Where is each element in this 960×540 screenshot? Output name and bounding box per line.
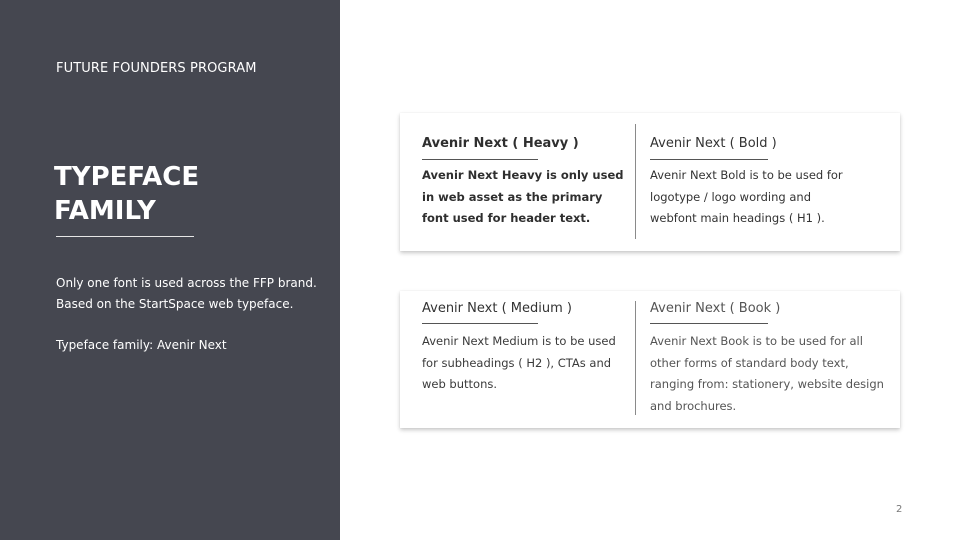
font-description-bold xyxy=(650,165,880,230)
column-divider xyxy=(635,301,636,415)
description-line: web buttons. xyxy=(422,377,498,391)
description-line: ranging from: stationery, website design xyxy=(650,377,884,391)
font-description-heavy xyxy=(422,165,652,230)
description-line: Based on the StartSpace web typeface. xyxy=(56,297,294,311)
page-title xyxy=(54,160,199,228)
description-line: for subheadings ( H2 ), CTAs and xyxy=(422,355,612,370)
heading-underline xyxy=(650,159,768,160)
description-line: other forms of standard body text, xyxy=(650,355,849,370)
typeface-family-text: Typeface family: Avenir Next xyxy=(56,338,227,352)
description xyxy=(56,273,326,315)
sidebar-panel xyxy=(0,0,340,540)
title-underline xyxy=(56,236,194,237)
description-line: Avenir Next Book is to be used for all xyxy=(650,334,863,348)
heading-underline xyxy=(422,323,538,324)
description-line: webfont main headings ( H1 ). xyxy=(650,211,825,225)
description-line: and brochures. xyxy=(650,398,737,413)
heading-underline xyxy=(422,159,538,160)
description-line: in web asset as the primary xyxy=(422,189,603,204)
font-description-book xyxy=(650,331,884,417)
heading-underline xyxy=(650,323,768,324)
font-description-medium xyxy=(422,331,652,396)
font-heading-medium: Avenir Next ( Medium ) xyxy=(422,301,572,316)
column-divider xyxy=(635,124,636,239)
font-heading-bold: Avenir Next ( Bold ) xyxy=(650,136,777,151)
page-number: 2 xyxy=(896,504,903,515)
description-line: logotype / logo wording and xyxy=(650,189,812,204)
page-title-line: FAMILY xyxy=(54,196,156,226)
description-line: Only one font is used across the FFP brand. xyxy=(56,276,317,290)
font-card-heavy-bold xyxy=(400,113,900,251)
description-line: Avenir Next Heavy is only used xyxy=(422,168,624,182)
program-name: FUTURE FOUNDERS PROGRAM xyxy=(56,61,257,76)
font-heading-book: Avenir Next ( Book ) xyxy=(650,301,781,316)
font-heading-heavy: Avenir Next ( Heavy ) xyxy=(422,136,579,151)
font-card-medium-book xyxy=(400,291,900,428)
description-line: font used for header text. xyxy=(422,211,591,225)
description-line: Avenir Next Medium is to be used xyxy=(422,334,616,348)
description-line: Avenir Next Bold is to be used for xyxy=(650,168,843,182)
page-title-line: TYPEFACE xyxy=(54,162,200,192)
